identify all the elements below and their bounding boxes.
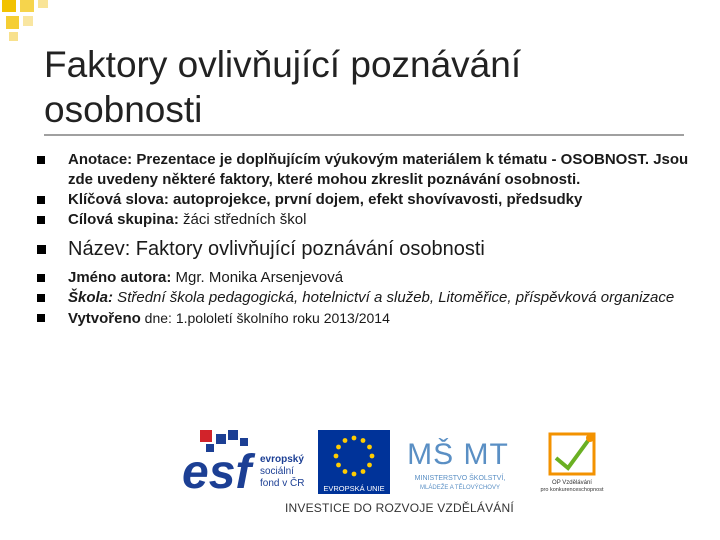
esf-mark: esf bbox=[182, 446, 252, 499]
bullet-vytvoreno bbox=[30, 308, 690, 329]
bullet-autor bbox=[30, 268, 690, 288]
bullet-square-icon bbox=[37, 294, 45, 302]
msmt-line2: MLÁDEŽE A TĚLOVÝCHOVY bbox=[420, 485, 500, 491]
eu-flag-logo bbox=[318, 430, 390, 494]
msmt-logo bbox=[407, 437, 509, 491]
skola-label: Škola: bbox=[68, 289, 114, 306]
bullet-square-icon bbox=[37, 196, 45, 204]
cilova-text: žáci středních škol bbox=[178, 211, 307, 228]
title-divider bbox=[44, 134, 684, 136]
op-line2: pro konkurenceschopnost bbox=[540, 487, 604, 493]
autor-label: Jméno autora: bbox=[68, 269, 172, 286]
op-vk-logo bbox=[541, 434, 604, 493]
bullet-square-icon bbox=[37, 274, 45, 282]
vytvoreno-mid: dne: bbox=[140, 310, 176, 326]
msmt-mark: MŠ MT bbox=[407, 438, 509, 471]
eu-caption: EVROPSKÁ UNIE bbox=[323, 484, 385, 493]
msmt-line1: MINISTERSTVO ŠKOLSTVÍ, bbox=[414, 475, 506, 482]
bullet-skola bbox=[30, 288, 690, 308]
op-line1: OP Vzdělávání bbox=[552, 480, 592, 486]
klicova-label: Klíčová slova: bbox=[68, 191, 169, 208]
slide-title bbox=[44, 42, 521, 132]
bullet-square-icon bbox=[37, 245, 46, 254]
anotace-text: Prezentace je doplňujícím výukovým materiálem k tématu - OSOBNOST. Jsou zde uvedeny některé faktory, které mohou zkreslit poznávání osobnosti. bbox=[68, 151, 689, 188]
bullet-square-icon bbox=[37, 216, 45, 224]
cilova-label: Cílová skupina: bbox=[68, 211, 179, 228]
title-line2: osobnosti bbox=[44, 89, 203, 130]
bullet-square-icon bbox=[37, 314, 45, 322]
footer-investice: INVESTICE DO ROZVOJE VZDĚLÁVÁNÍ bbox=[285, 501, 514, 515]
klicova-text: autoprojekce, první dojem, efekt shovívavosti, předsudky bbox=[168, 191, 583, 208]
bullet-cilova-skupina bbox=[30, 210, 690, 230]
vytvoreno-label: Vytvořeno bbox=[68, 310, 141, 327]
skola-text: Střední škola pedagogická, hotelnictví a služeb, Litoměřice, příspěvková organizace bbox=[113, 289, 675, 306]
esf-line2: sociální bbox=[260, 466, 294, 477]
autor-text: Mgr. Monika Arsenjevová bbox=[171, 269, 344, 286]
esf-line3: fond v ČR bbox=[260, 478, 305, 489]
bullet-nazev bbox=[30, 236, 690, 262]
esf-line1: evropský bbox=[260, 454, 304, 465]
bullet-klicova-slova bbox=[30, 190, 690, 210]
vytvoreno-text: 1.pololetí školního roku 2013/2014 bbox=[175, 310, 390, 326]
anotace-label: Anotace: bbox=[68, 151, 133, 168]
esf-logo bbox=[182, 430, 304, 499]
bullet-list bbox=[30, 150, 690, 329]
nazev-text: Název: Faktory ovlivňující poznávání osobnosti bbox=[68, 238, 485, 260]
bullet-square-icon bbox=[37, 156, 45, 164]
bullet-anotace bbox=[30, 150, 690, 190]
title-line1: Faktory ovlivňující poznávání bbox=[44, 44, 522, 85]
